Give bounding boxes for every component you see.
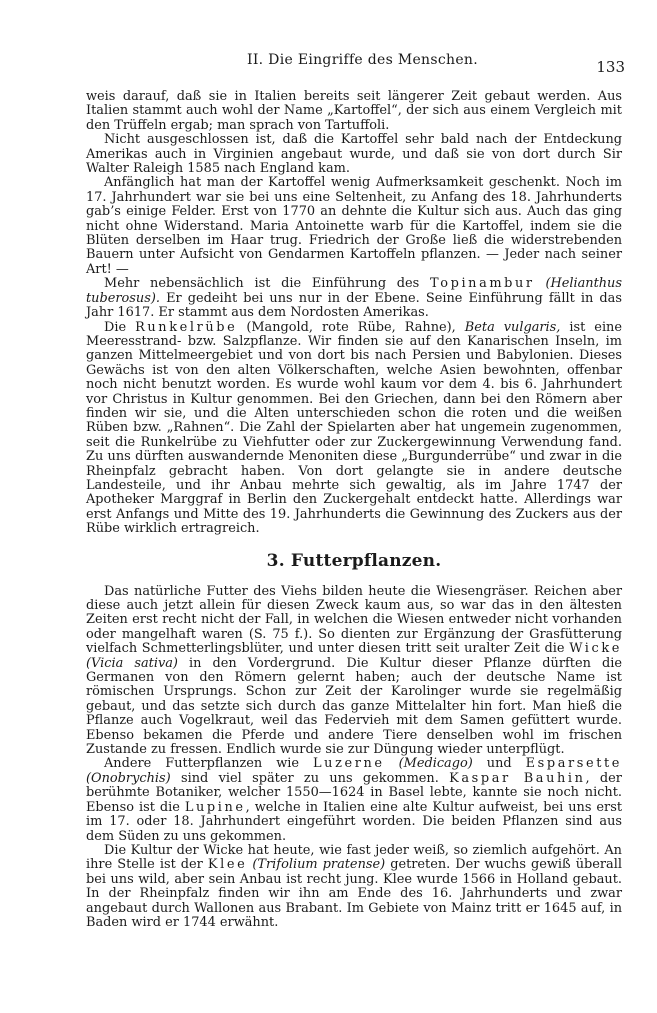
- text-run: [385, 756, 399, 771]
- text-run: [535, 276, 546, 291]
- text-run: weis darauf, daß sie in Italien bereits seit längerer Zeit gebaut werden. Aus Italien stammt auch wohl der Name „Kartoffel“, der sich aus einem Vergleich mit den Trüffeln ergab; man sprach von Tartuffoli.: [86, 89, 622, 133]
- latin-name: (Onobrychis): [86, 770, 171, 786]
- paragraph: [86, 321, 622, 537]
- text-run: Die Kultur der Wicke hat heute, wie fast jeder weiß, so ziemlich aufgehört. An ihre Stelle ist der: [86, 842, 622, 873]
- latin-name: (Vicia sativa): [86, 655, 178, 671]
- paragraph: [86, 133, 622, 176]
- section-paragraphs: [86, 585, 622, 931]
- spaced-term: Wicke: [569, 641, 622, 657]
- text-run: , welche in Italien eine alte Kultur aufweist, bei uns erst im 17. oder 18. Jahrhundert eingeführt worden. Die beiden Pflanzen sind aus dem Süden zu uns gekommen.: [86, 799, 622, 844]
- text-run: und: [472, 756, 526, 772]
- text-run: Die: [104, 319, 136, 335]
- latin-name: (Medicago): [398, 756, 473, 772]
- text-run: Andere Futterpflanzen wie: [104, 756, 314, 772]
- chapter-title: II. Die Eingriffe des Menschen.: [247, 52, 478, 68]
- text-run: Mehr nebensächlich ist die Einführung des: [104, 276, 431, 292]
- paragraph: [86, 757, 622, 843]
- spaced-term: Klee: [207, 857, 248, 873]
- spaced-term: Lupine: [184, 799, 246, 815]
- section-heading: 3. Futterpflanzen.: [266, 550, 442, 571]
- spaced-term: Luzerne: [313, 756, 385, 772]
- spaced-term: Runkelrübe: [135, 319, 238, 335]
- paragraph: [86, 277, 622, 320]
- running-header: [60, 52, 625, 78]
- text-run: Nicht ausgeschlossen ist, daß die Kartoffel sehr bald nach der Entdeckung Amerikas auch in Virginien angebaut wurde, und daß sie von dort durch Sir Walter Raleigh 1585 nach England kam.: [86, 132, 622, 177]
- spaced-term: Topinambur: [430, 276, 535, 292]
- spaced-term: Kaspar Bauhin: [449, 770, 586, 786]
- latin-name: Beta vulgaris,: [464, 319, 561, 335]
- paragraphs-before-section: [86, 90, 622, 537]
- text-run: Er gedeiht bei uns nur in der Ebene. Seine Einführung fällt in das Jahr 1617. Er stammt aus dem Nordosten Amerikas.: [86, 290, 622, 321]
- latin-name: (Helianthus tuberosus).: [86, 276, 622, 306]
- text-run: sind viel später zu uns gekommen.: [170, 770, 450, 786]
- text-run: Das natürliche Futter des Viehs bilden heute die Wiesengräser. Reichen aber diese auch jetzt allein für diesen Zweck kaum aus, so war das in den ältesten Zeiten erst recht nicht der Fall, in welchen die Wiesen entweder nicht vorhanden oder mangelhaft waren (S. 75 f.). So dienten zur Ergänzung der Grasfütterung vielfach Schmetterlingsblüter, und unter diesen tritt seit uralter Zeit die: [86, 583, 622, 657]
- paragraph: [86, 90, 622, 133]
- paragraph: [86, 585, 622, 758]
- text-run: ist eine Meeresstrand- bzw. Salzpflanze. Wir finden sie auf den Kanarischen Inseln, im ganzen Mittelmeergebiet und von dort bis nach Persien und Babylonien. Dieses Gewächs ist von den alten Völkerschaften, welche Asien bewohnten, offenbar noch nicht benutzt worden. Es wurde wohl kaum vor dem 4. bis 6. Jahrhundert vor Christus in Kultur genommen. Bei den Griechen, dann bei den Römern aber finden wir sie, und die Alten unterschieden schon die roten und die weißen Rüben bzw. „Rahnen“. Die Zahl der Spielarten aber hat ungemein zugenommen, seit die Runkelrübe zu Viehfutter oder zur Zuckergewinnung Verwendung fand. Zu uns dürften auswandernde Menoniten diese „Burgunderrübe“ und zwar in die Rheinpfalz gebracht haben. Von dort gelangte sie in andere deutsche Landesteile, und ihr Anbau mehrte sich gewaltig, als im Jahre 1747 der Apotheker Marggraf in Berlin den Zuckergehalt entdeckt hatte. Allerdings war erst Anfangs und Mitte des 19. Jahrhunderts die Gewinnung des Zuckers aus der Rübe wirklich ertragreich.: [86, 319, 622, 537]
- spaced-term: Esparsette: [525, 756, 622, 772]
- body-text: [86, 90, 622, 930]
- text-run: Anfänglich hat man der Kartoffel wenig Aufmerksamkeit geschenkt. Noch im 17. Jahrhundert war sie bei uns eine Seltenheit, zu Anfang des 18. Jahrhunderts gab’s einige Felder. Erst von 1770 an dehnte die Kultur sich aus. Auch das ging nicht ohne Widerstand. Maria Antoinette warb für die Kartoffel, indem sie die Blüten derselben im Haar trug. Friedrich der Große ließ die widerstrebenden Bauern unter Aufsicht von Gendarmen Kartoffeln pflanzen. — Jeder nach seiner Art! —: [86, 175, 622, 277]
- text-run: (Mangold, rote Rübe, Rahne),: [237, 319, 465, 335]
- page-number: 133: [596, 58, 625, 76]
- text-run: in den Vordergrund. Die Kultur dieser Pflanze dürften die Germanen von den Römern gelernt haben; auch der deutsche Name ist römischen Ursprungs. Schon zur Zeit der Karolinger wurde sie regelmäßig gebaut, und das setzte sich durch das ganze Mittelalter hin fort. Man hieß die Pflanze auch Vogelkraut, weil das Federvieh mit dem Samen gefüttert wurde. Ebenso bekamen die Pferde und andere Tiere denselben wohl im frischen Zustande zu fressen. Endlich wurde sie zur Düngung wieder unterpflügt.: [86, 655, 622, 758]
- text-run: , der berühmte Botaniker, welcher 1550—1624 in Basel lebte, kannte sie noch nicht. Ebenso ist die: [86, 770, 622, 815]
- paragraph: [86, 844, 622, 930]
- latin-name: (Trifolium pratense): [252, 857, 386, 873]
- text-run: getreten. Der wuchs gewiß überall bei uns wild, aber sein Anbau ist recht jung. Klee wurde 1566 in Holland gebaut. In der Rheinpfalz finden wir ihn am Ende des 16. Jahrhunderts und zwar angebaut durch Wallonen aus Brabant. Im Gebiete von Mainz tritt er 1645 auf, in Baden wird er 1744 erwähnt.: [86, 857, 622, 930]
- paragraph: [86, 176, 622, 277]
